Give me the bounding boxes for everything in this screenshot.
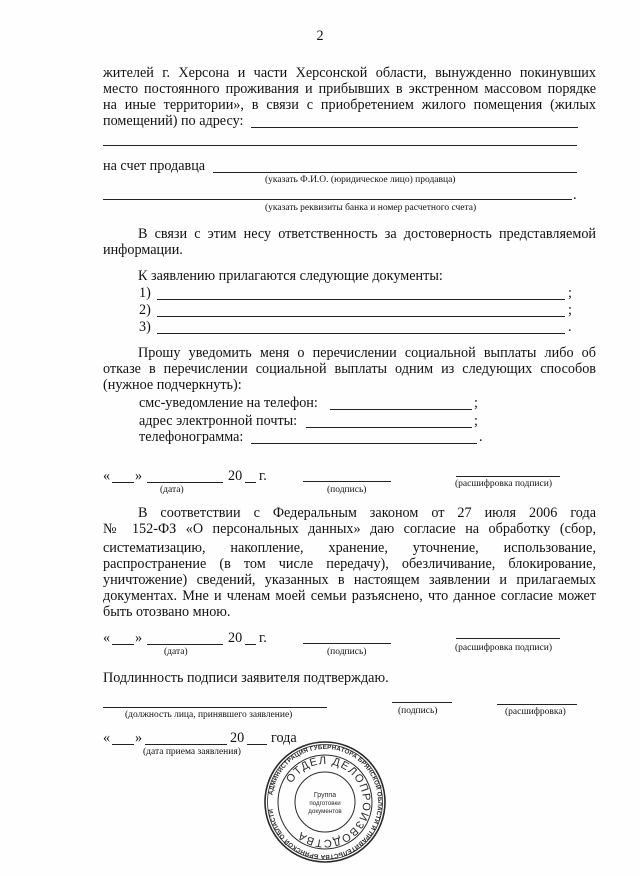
notify-option-email-end: ;: [474, 413, 478, 429]
seller-name-line[interactable]: [213, 172, 577, 173]
document-item-2-end: ;: [568, 302, 572, 318]
confirm-signature-line[interactable]: [392, 702, 452, 703]
confirm-month-line[interactable]: [145, 744, 227, 745]
seller-bank-line[interactable]: [103, 199, 572, 200]
seller-name-hint: (указать Ф.И.О. (юридическое лицо) продавца): [265, 175, 456, 185]
sign2-signature-hint: (подпись): [327, 647, 367, 657]
notify-option-phone-end: .: [479, 429, 483, 445]
sign1-signature-hint: (подпись): [327, 485, 367, 495]
document-item-3-num: 3): [139, 319, 151, 335]
sign2-year-line[interactable]: [245, 644, 256, 645]
address-line-2[interactable]: [103, 145, 577, 146]
notify-option-sms-end: ;: [474, 395, 478, 411]
consent-line-7: быть отозвано мною.: [103, 604, 231, 620]
sign1-year-suffix: г.: [259, 468, 267, 484]
page-number: 2: [316, 28, 324, 44]
confirm-year: 20: [230, 730, 245, 746]
consent-line-5: уничтожение) сведений, указанных в настоящем заявлении и прилагаемых: [103, 572, 596, 588]
document-item-1-num: 1): [139, 285, 151, 301]
confirm-quote-open: «: [103, 730, 111, 746]
department-stamp: [263, 740, 387, 864]
document-item-1-line[interactable]: [157, 299, 565, 300]
intro-line-2: место постоянного проживания и прибывших в экстренном массовом порядке: [103, 81, 596, 97]
confirm-date-hint: (дата приема заявления): [143, 747, 241, 757]
consent-line-2: № 152-ФЗ «О персональных данных» даю согласие на обработку (сбор,: [103, 521, 596, 537]
intro-line-4: помещений) по адресу:: [103, 113, 244, 129]
seller-bank-end: .: [573, 187, 577, 203]
confirm-decode-hint: (расшифровка): [505, 707, 566, 717]
confirm-day-line[interactable]: [112, 744, 134, 745]
sign2-signature-line[interactable]: [303, 643, 391, 644]
document-item-3-end: .: [568, 319, 572, 335]
confirm-quote-close: »: [135, 730, 143, 746]
svg-text:Группа: Группа: [313, 792, 337, 799]
notify-line-3: (нужное подчеркнуть):: [103, 377, 242, 393]
intro-line-1: жителей г. Херсона и части Херсонской области, вынужденно покинувших: [103, 65, 596, 81]
seller-label: на счет продавца: [103, 158, 206, 174]
responsibility-line-2: информации.: [103, 242, 183, 258]
svg-text:подготовки: подготовки: [309, 800, 341, 807]
address-line-1[interactable]: [251, 127, 578, 128]
sign1-day-line[interactable]: [112, 482, 134, 483]
notify-option-email-label: адрес электронной почты:: [139, 413, 298, 429]
sign1-quote-close: »: [135, 468, 143, 484]
confirm-signature-hint: (подпись): [398, 706, 438, 716]
notify-option-sms-line[interactable]: [330, 409, 472, 410]
consent-line-3: систематизацию, накопление, хранение, уточнение, использование,: [103, 540, 596, 556]
sign1-signature-line[interactable]: [303, 481, 391, 482]
document-item-3-line[interactable]: [157, 333, 565, 334]
sign2-year-suffix: г.: [259, 630, 267, 646]
sign2-decode-hint: (расшифровка подписи): [455, 643, 552, 653]
notify-option-phone-line[interactable]: [251, 443, 477, 444]
notify-option-sms-label: смс-уведомление на телефон:: [139, 395, 318, 411]
sign1-quote-open: «: [103, 468, 111, 484]
sign2-decode-line[interactable]: [456, 638, 560, 639]
svg-text:АДМИНИСТРАЦИЯ ГУБЕРНАТОРА БРЯН: АДМИНИСТРАЦИЯ ГУБЕРНАТОРА БРЯНСКОЙ ОБЛАСТИ И ПРАВИТЕЛЬСТВА БРЯНСКОЙ ОБЛАСТИ: [267, 743, 384, 861]
seller-bank-hint: (указать реквизиты банка и номер расчетного счета): [265, 203, 477, 213]
sign2-month-line[interactable]: [147, 644, 223, 645]
confirm-position-hint: (должность лица, принявшего заявление): [125, 710, 293, 720]
notify-line-2: отказе в перечислении социальной выплаты одним из следующих способов: [103, 361, 596, 377]
svg-text:ОТДЕЛ ДЕЛОПРОИЗВОДСТВА: ОТДЕЛ ДЕЛОПРОИЗВОДСТВА: [284, 754, 373, 850]
sign2-quote-close: »: [135, 630, 143, 646]
sign2-quote-open: «: [103, 630, 111, 646]
consent-line-4: распространение (в том числе передачу), обезличивание, блокирование,: [103, 556, 596, 572]
consent-line-1: В соответствии с Федеральным законом от 27 июля 2006 года: [138, 505, 596, 521]
sign1-year: 20: [228, 468, 243, 484]
sign1-decode-hint: (расшифровка подписи): [455, 479, 552, 489]
confirm-year-suffix: года: [271, 730, 297, 746]
confirm-position-line[interactable]: [103, 707, 327, 708]
document-item-2-num: 2): [139, 302, 151, 318]
sign2-day-line[interactable]: [112, 644, 134, 645]
notify-option-email-line[interactable]: [306, 427, 472, 428]
consent-line-6: документах. Мне и членам моей семьи разъяснено, что данное согласие может: [103, 588, 596, 604]
notify-line-1: Прошу уведомить меня о перечислении социальной выплаты либо об: [138, 345, 596, 361]
document-item-2-line[interactable]: [157, 316, 565, 317]
sign1-year-line[interactable]: [245, 482, 256, 483]
documents-title: К заявлению прилагаются следующие документы:: [138, 268, 443, 284]
notify-option-phone-label: телефонограмма:: [139, 429, 244, 445]
document-item-1-end: ;: [568, 285, 572, 301]
sign1-month-line[interactable]: [147, 482, 223, 483]
sign2-date-hint: (дата): [164, 647, 188, 657]
responsibility-line-1: В связи с этим несу ответственность за достоверность представляемой: [138, 226, 596, 242]
svg-text:документов: документов: [308, 808, 342, 815]
confirm-title: Подлинность подписи заявителя подтверждаю.: [103, 670, 389, 686]
sign1-date-hint: (дата): [160, 485, 184, 495]
intro-line-3: на иные территории», в связи с приобретением жилого помещения (жилых: [103, 97, 596, 113]
sign2-year: 20: [228, 630, 243, 646]
sign1-decode-line[interactable]: [456, 476, 560, 477]
confirm-decode-line[interactable]: [497, 704, 577, 705]
